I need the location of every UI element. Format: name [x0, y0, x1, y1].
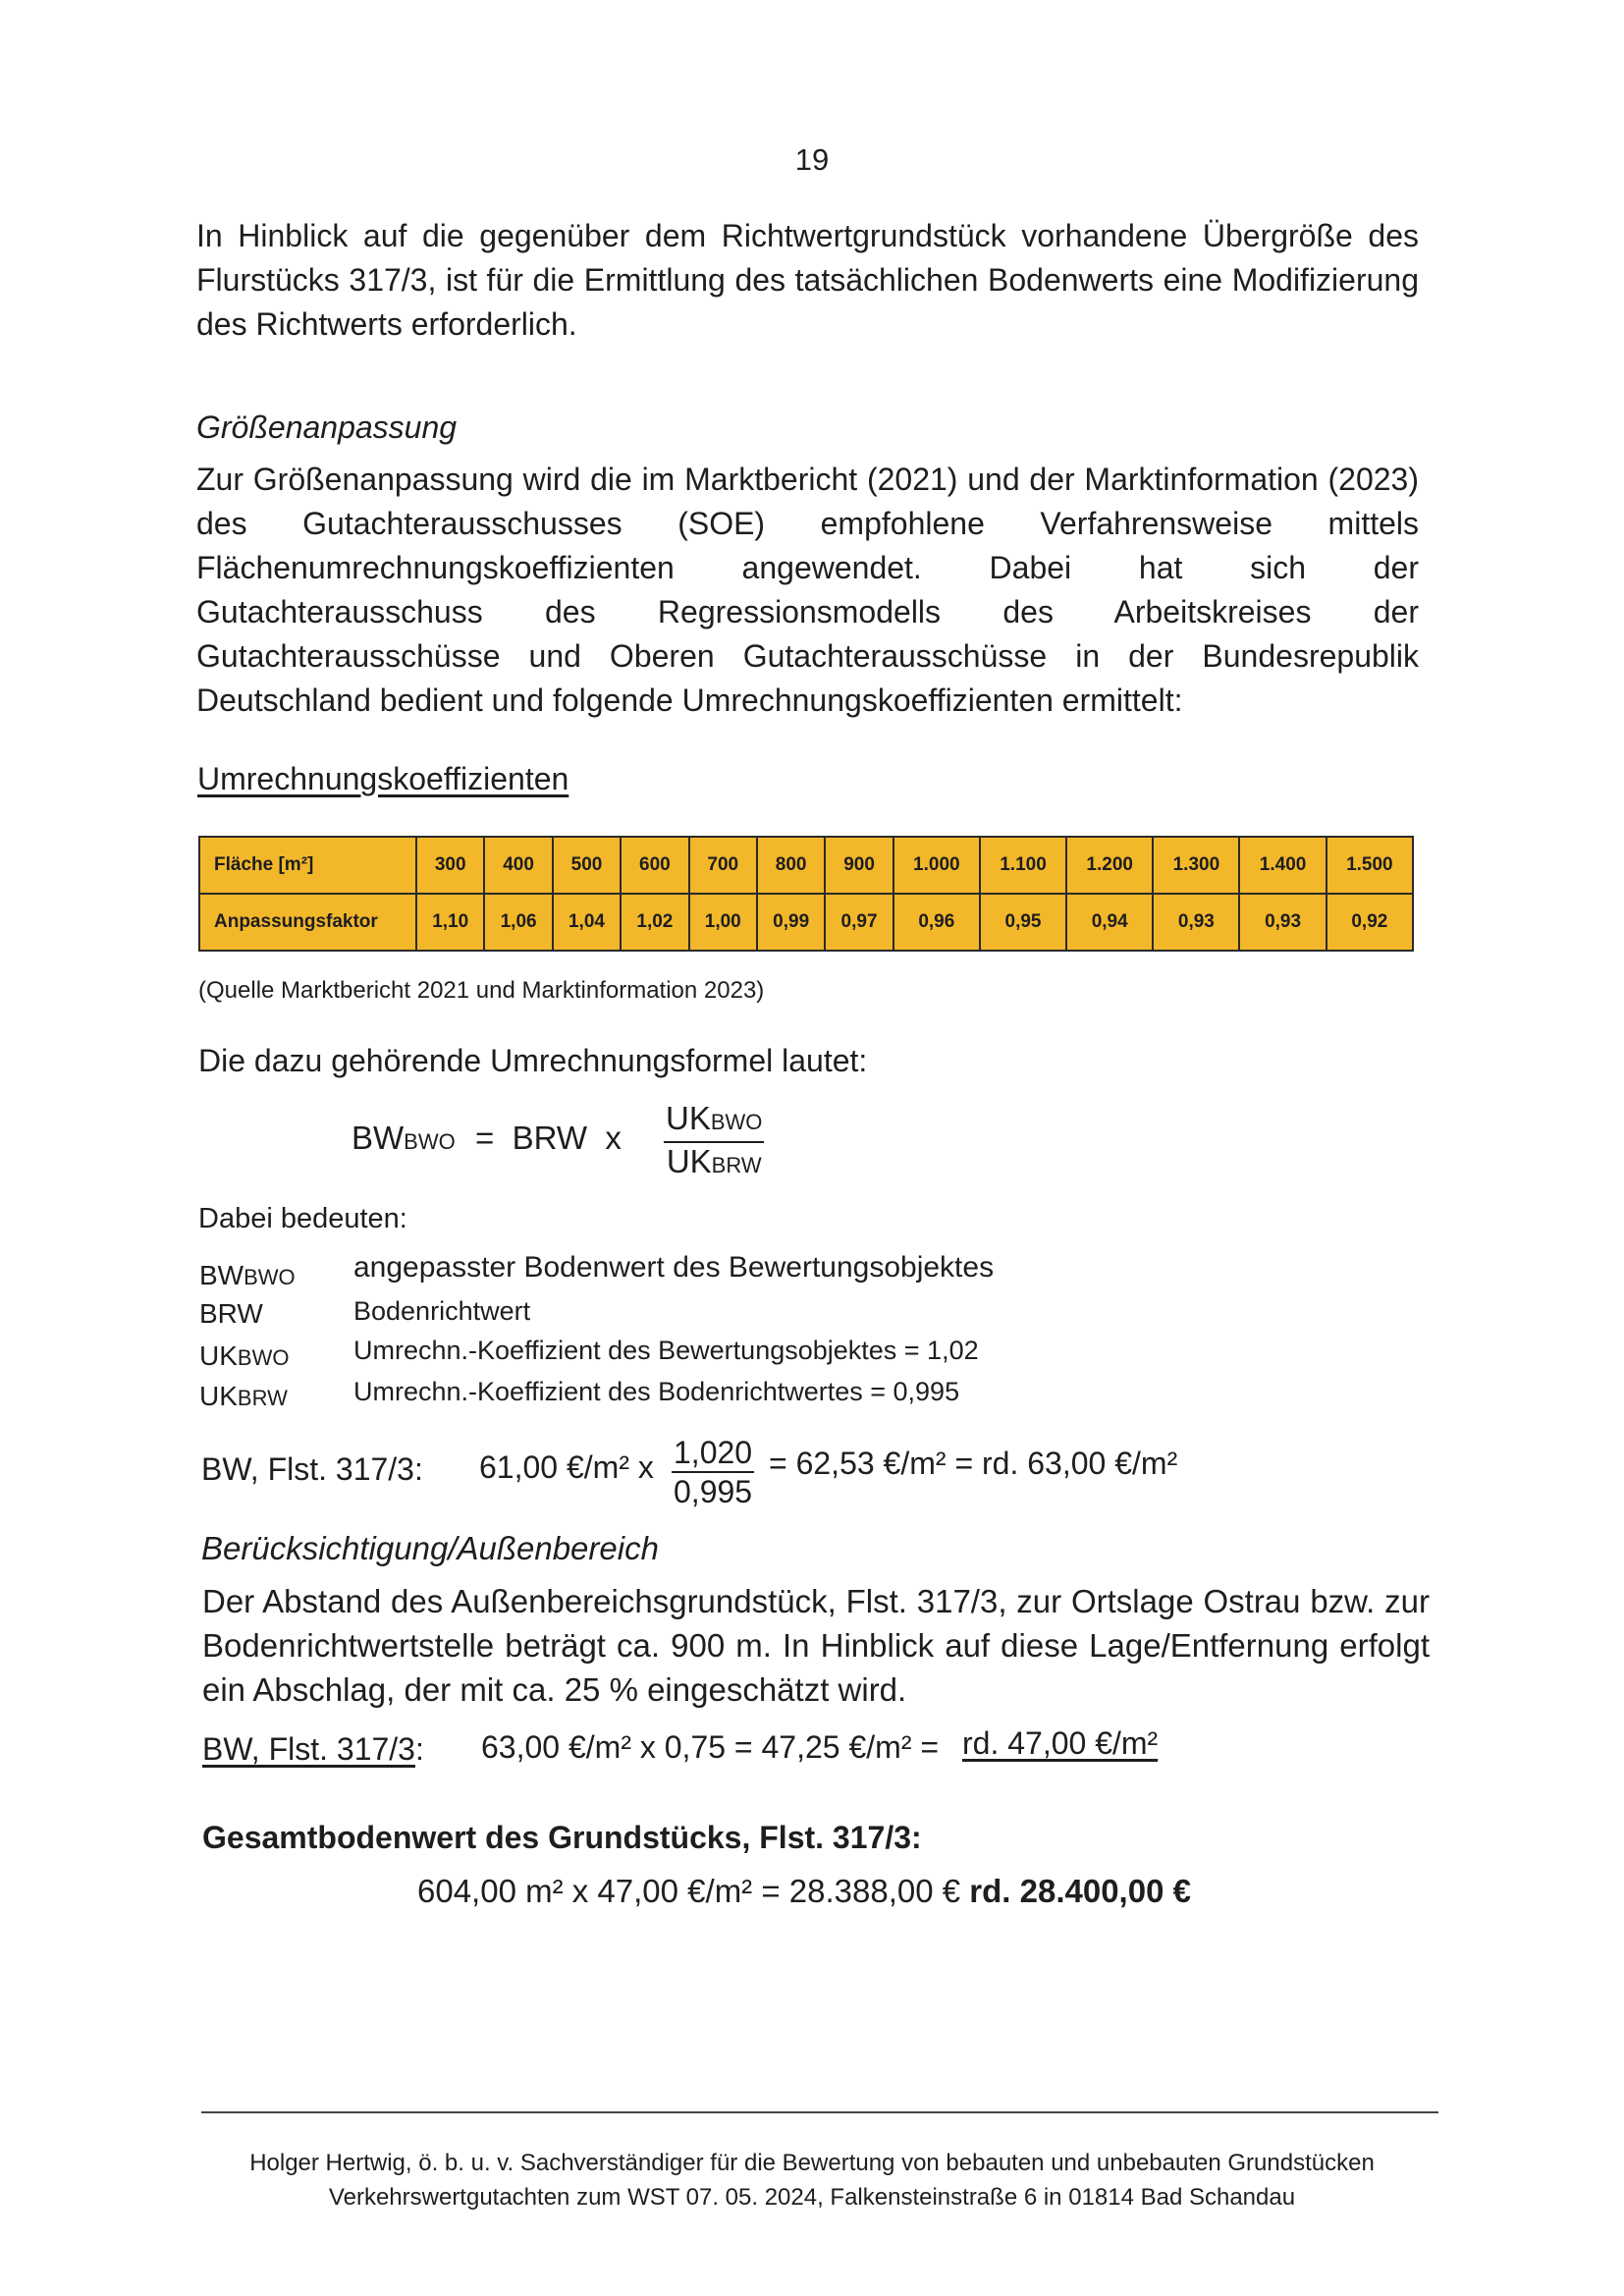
table-cell-area: 1.200	[1066, 837, 1153, 894]
table-cell-factor: 1,10	[416, 894, 484, 951]
formula-lhs-main: BW	[352, 1120, 405, 1156]
formula-intro: Die dazu gehörende Umrechnungsformel lautet:	[198, 1043, 868, 1078]
table-cell-factor: 1,04	[553, 894, 621, 951]
definition-symbol	[199, 1298, 263, 1330]
table-row-factor	[199, 894, 1413, 951]
formula-num-main: UK	[666, 1100, 711, 1136]
intro-paragraph: In Hinblick auf die gegenüber dem Richtwertgrundstück vorhandene Übergröße des Flurstücks 317/3, ist für die Ermittlung des tatsächlichen Bodenwerts eine Modifizierung des Richtwerts erforderlich.	[196, 218, 1419, 342]
table-cell-area: 600	[621, 837, 688, 894]
table-cell-area: 1.400	[1239, 837, 1326, 894]
table-cell-area: 1.300	[1153, 837, 1239, 894]
calc1-fraction	[672, 1434, 754, 1510]
total-result: rd. 28.400,00 €	[969, 1873, 1191, 1909]
definition-symbol-main: UK	[199, 1340, 238, 1371]
groessenanpassung-paragraph: Zur Größenanpassung wird die im Marktbericht (2021) und der Marktinformation (2023) des Gutachterausschusses (SOE) empfohlene Verfahrensweise mittels Flächenumrechnungskoeffizienten angewendet. Dabei hat sich der Gutachterausschuss des Regressionsmodells des Arbeitskreises der Gutachterausschüsse und Oberen Gutachterausschüsse in der Bundesrepublik Deutschland bedient und folgende Umrechnungskoeffizienten ermittelt:	[196, 462, 1419, 718]
total-calc: 604,00 m² x 47,00 €/m² = 28.388,00 €	[417, 1873, 961, 1909]
definition-symbol-sub: BRW	[237, 1386, 288, 1410]
footer-line-1: Holger Hertwig, ö. b. u. v. Sachverständiger für die Bewertung von bebauten und unbebauten Grundstücken	[249, 2150, 1375, 2176]
calc1-label: BW, Flst. 317/3:	[201, 1451, 423, 1487]
section-heading-groessenanpassung: Größenanpassung	[196, 410, 458, 445]
source-note: (Quelle Marktbericht 2021 und Marktinformation 2023)	[198, 977, 765, 1004]
formula-den-main: UK	[666, 1143, 712, 1179]
definition-text: Bodenrichtwert	[353, 1296, 531, 1326]
formula-lhs-sub: BWO	[404, 1129, 456, 1154]
calc1-numerator: 1,020	[672, 1434, 754, 1473]
definition-symbol	[199, 1340, 289, 1372]
table-cell-factor: 0,92	[1326, 894, 1413, 951]
coefficients-table	[198, 836, 1414, 952]
definition-text: angepasster Bodenwert des Bewertungsobjektes	[353, 1251, 995, 1284]
table-cell-factor: 0,94	[1066, 894, 1153, 951]
table-cell-area: 1.100	[980, 837, 1066, 894]
definition-symbol-main: BW	[199, 1260, 244, 1290]
definition-text: Umrechn.-Koeffizient des Bodenrichtwertes = 0,995	[353, 1377, 960, 1406]
formula-numerator	[664, 1100, 764, 1143]
total-calc-line	[417, 1873, 1191, 1910]
table-cell-area: 400	[484, 837, 552, 894]
calc2-label-wrap	[202, 1731, 424, 1768]
table-cell-factor: 0,96	[893, 894, 980, 951]
table-cell-area: 500	[553, 837, 621, 894]
calc2-result: rd. 47,00 €/m²	[962, 1725, 1159, 1761]
definition-symbol-sub: BWO	[237, 1345, 290, 1370]
table-cell-factor: 1,02	[621, 894, 688, 951]
section-heading-aussenbereich: Berücksichtigung/Außenbereich	[201, 1530, 659, 1566]
table-cell-area: 300	[416, 837, 484, 894]
table-row-label: Anpassungsfaktor	[199, 894, 416, 951]
table-row-label: Fläche [m²]	[199, 837, 416, 894]
table-cell-area: 700	[689, 837, 757, 894]
formula-lhs	[352, 1120, 456, 1157]
table-cell-factor: 1,00	[689, 894, 757, 951]
formula-den-sub: BRW	[711, 1153, 762, 1177]
calc2-colon: :	[414, 1731, 424, 1767]
definition-symbol-main: BRW	[199, 1298, 263, 1329]
table-cell-area: 1.000	[893, 837, 980, 894]
aussenbereich-paragraph: Der Abstand des Außenbereichsgrundstück, Flst. 317/3, zur Ortslage Ostrau bzw. zur Bodenrichtwertstelle beträgt ca. 900 m. In Hinblick auf diese Lage/Entfernung erfolgt ein Abschlag, der mit ca. 25 % eingeschätzt wird.	[202, 1583, 1430, 1708]
table-row-area	[199, 837, 1413, 894]
definition-symbol	[199, 1260, 296, 1291]
definition-symbol-main: UK	[199, 1381, 238, 1411]
formula-denominator	[664, 1143, 764, 1184]
table-cell-area: 800	[757, 837, 825, 894]
table-cell-factor: 0,93	[1153, 894, 1239, 951]
definition-text: Umrechn.-Koeffizient des Bewertungsobjektes = 1,02	[353, 1336, 979, 1365]
definition-symbol	[199, 1381, 288, 1412]
footer-divider	[201, 2111, 1438, 2113]
table-cell-factor: 0,97	[825, 894, 893, 951]
formula-equals: = BRW x	[475, 1120, 622, 1156]
formula-num-sub: BWO	[710, 1110, 763, 1134]
table-cell-factor: 0,93	[1239, 894, 1326, 951]
definition-symbol-sub: BWO	[244, 1265, 296, 1289]
definitions-intro: Dabei bedeuten:	[198, 1203, 407, 1234]
calc1-right: = 62,53 €/m² = rd. 63,00 €/m²	[769, 1446, 1178, 1481]
table-cell-factor: 1,06	[484, 894, 552, 951]
calc2-label: BW, Flst. 317/3	[202, 1731, 415, 1767]
coefficients-heading: Umrechnungskoeffizienten	[197, 761, 569, 796]
page-number: 19	[794, 142, 830, 177]
calc1-denominator: 0,995	[674, 1474, 753, 1509]
table-cell-factor: 0,99	[757, 894, 825, 951]
table-cell-area: 1.500	[1326, 837, 1413, 894]
total-heading: Gesamtbodenwert des Grundstücks, Flst. 317/3:	[202, 1820, 922, 1855]
footer-line-2: Verkehrswertgutachten zum WST 07. 05. 2024, Falkensteinstraße 6 in 01814 Bad Schandau	[328, 2184, 1296, 2211]
table-cell-area: 900	[825, 837, 893, 894]
formula-fraction	[664, 1100, 764, 1184]
calc1-left: 61,00 €/m² x	[479, 1449, 654, 1485]
calc2-mid: 63,00 €/m² x 0,75 = 47,25 €/m² =	[481, 1729, 940, 1765]
table-cell-factor: 0,95	[980, 894, 1066, 951]
